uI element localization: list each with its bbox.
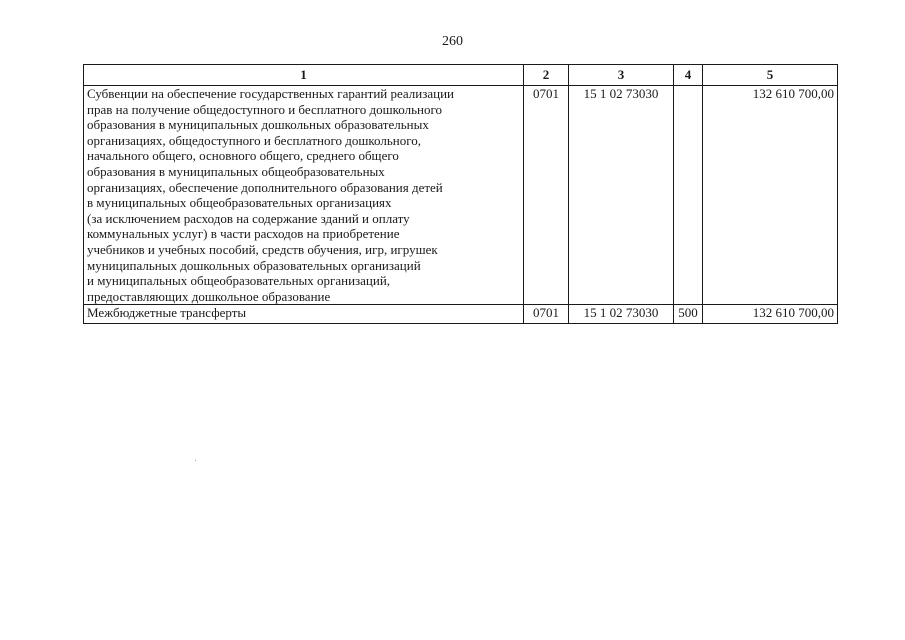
table-header-row [84,65,838,86]
row-2-type: 500 [674,305,703,324]
row-1-name-line: организациях, обеспечение дополнительного образования детей [87,179,443,195]
budget-table [83,64,838,324]
table-row [84,86,838,305]
header-col-3: 3 [569,65,674,86]
row-1-section: 0701 [524,86,569,305]
row-1-name-line: начального общего, основного общего, среднего общего [87,148,399,164]
row-1-name-line: организациях, общедоступного и бесплатного дошкольного, [87,132,421,148]
row-2-section: 0701 [524,305,569,324]
table-row [84,305,838,324]
row-1-name-line: и муниципальных общеобразовательных организаций, [87,273,391,289]
header-col-4: 4 [674,65,703,86]
row-2-target: 15 1 02 73030 [569,305,674,324]
row-1-target: 15 1 02 73030 [569,86,674,305]
row-1-name [84,86,524,305]
header-col-5: 5 [703,65,838,86]
row-2-amount: 132 610 700,00 [703,305,838,324]
row-1-name-line: муниципальных дошкольных образовательных организаций [87,257,421,273]
row-2-name: Межбюджетные трансферты [84,305,524,324]
header-col-2: 2 [524,65,569,86]
page-number: 260 [442,34,463,49]
row-1-name-line: образования в муниципальных общеобразовательных [87,163,385,179]
scan-speck [195,460,196,461]
header-col-1: 1 [84,65,524,86]
row-1-type [674,86,703,305]
row-1-name-line: образования в муниципальных дошкольных образовательных [87,117,429,133]
row-1-name-line: Субвенции на обеспечение государственных гарантий реализации [87,86,455,101]
row-1-name-line: в муниципальных общеобразовательных организациях [87,195,392,211]
row-1-name-line: коммунальных услуг) в части расходов на приобретение [87,226,400,242]
row-1-name-line: (за исключением расходов на содержание зданий и оплату [87,210,410,226]
row-1-name-line: прав на получение общедоступного и бесплатного дошкольного [87,101,442,117]
row-1-amount: 132 610 700,00 [703,86,838,305]
row-1-name-line: учебников и учебных пособий, средств обучения, игр, игрушек [87,241,438,257]
row-1-name-line: предоставляющих дошкольное образование [87,288,331,304]
